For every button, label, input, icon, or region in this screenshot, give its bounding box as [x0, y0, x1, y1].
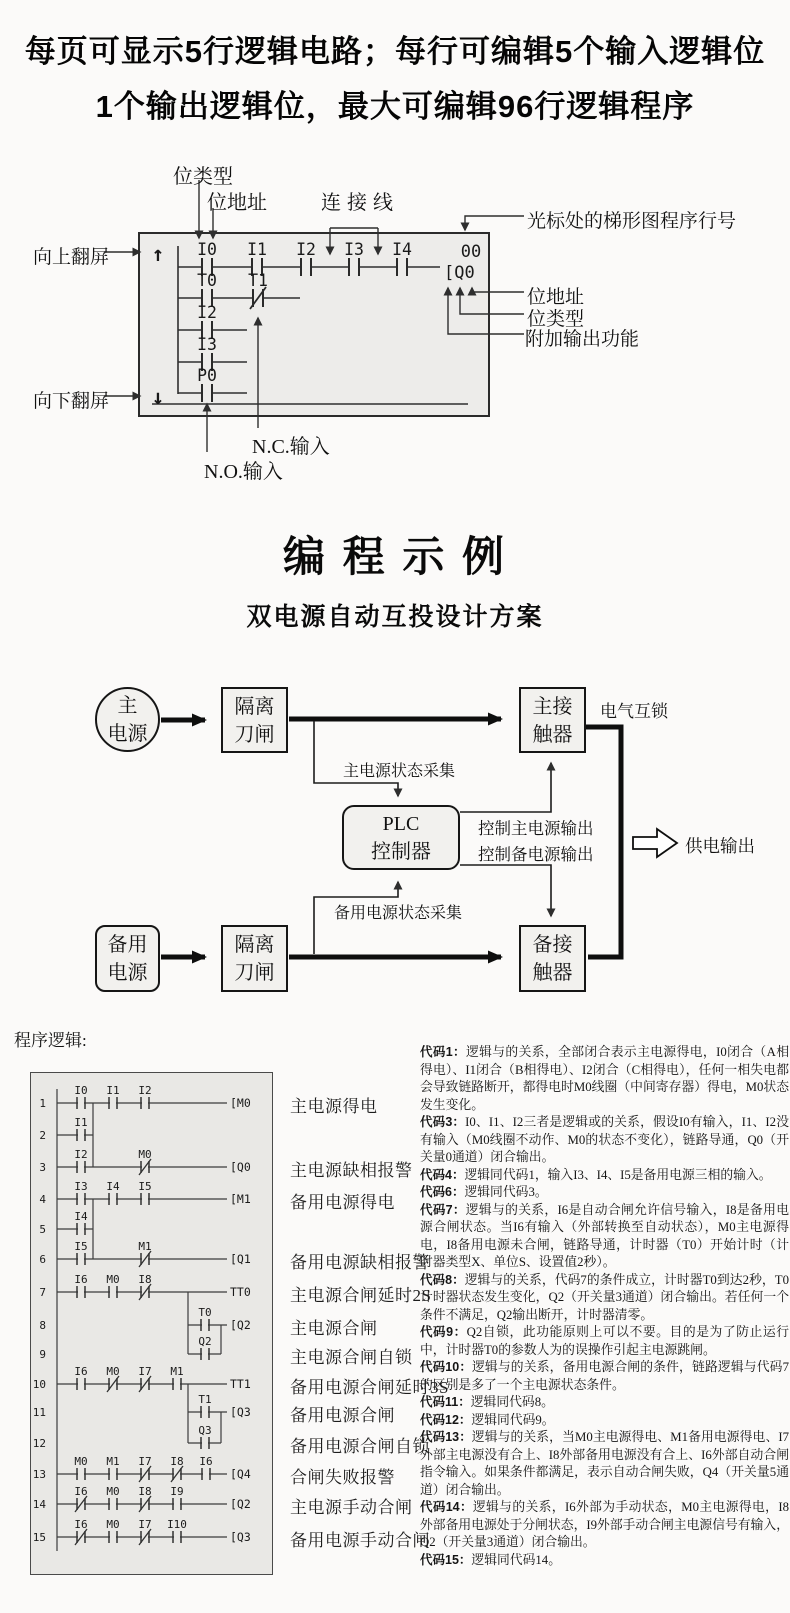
ladder-contact-label: I1 [74, 1116, 88, 1129]
code-note [420, 1324, 789, 1359]
ladder-contact-label: T1 [198, 1393, 212, 1406]
label-ctrl-main: 控制主电源输出 [478, 819, 594, 838]
fig1-contact-label: T0 [197, 271, 217, 290]
code-note-label: 代码7： [420, 1202, 466, 1217]
code-note-label: 代码9： [420, 1325, 467, 1339]
page-down-icon: ↓ [151, 385, 165, 409]
ladder-contact-label: I4 [106, 1180, 120, 1193]
code-note-text: 逻辑同代码3。 [464, 1185, 548, 1199]
code-note-text: 逻辑同代码8。 [470, 1395, 554, 1409]
label-connect-line: 连接线 [321, 192, 399, 214]
flow-isolator-bottom: 隔离 刀闸 [221, 925, 288, 992]
ladder-coil-label: [M1 [230, 1192, 251, 1206]
fig1-contact-label: I2 [197, 303, 217, 322]
ladder-contact-label: M0 [106, 1518, 120, 1531]
page-title-line2: 1个输出逻辑位，最大可编辑96行逻辑程序 [95, 89, 695, 124]
ladder-row-description: 备用电源手动合闸 [290, 1531, 430, 1550]
ladder-contact-label: I7 [138, 1365, 152, 1378]
ladder-row-number: 10 [32, 1378, 46, 1391]
fig1-contact-label: I1 [247, 240, 267, 259]
ladder-contact-label: M0 [106, 1365, 120, 1378]
label-collect-main: 主电源状态采集 [343, 763, 456, 780]
code-note-text: 逻辑同代码9。 [471, 1412, 555, 1427]
ladder-coil-label: TT0 [230, 1285, 251, 1299]
page-up-icon: ↑ [151, 242, 165, 266]
ladder-contact-label: M0 [106, 1273, 120, 1286]
power-output-arrow-icon [633, 829, 677, 857]
fig1-contact-label: I0 [197, 240, 217, 259]
ladder-contact-label: I9 [170, 1485, 184, 1498]
ladder-coil-label: TT1 [230, 1377, 251, 1391]
fig1-contact-label: I2 [296, 240, 316, 259]
ladder-row-number: 1 [39, 1097, 46, 1110]
ladder-contact-label: I6 [74, 1273, 88, 1286]
code-note-label: 代码10： [420, 1360, 472, 1374]
ladder-contact-label: Q3 [198, 1424, 212, 1437]
ladder-coil-label: [Q4 [230, 1467, 251, 1481]
ladder-coil-label: [Q3 [230, 1405, 251, 1419]
ladder-contact-label: I1 [106, 1084, 120, 1097]
code-note-label: 代码8： [420, 1272, 465, 1287]
ladder-row-number: 9 [39, 1348, 46, 1361]
code-note-label: 代码14： [420, 1500, 473, 1514]
ladder-coil-label: [Q0 [230, 1160, 251, 1174]
code-note-label: 代码15： [420, 1552, 472, 1567]
ladder-contact-label: I10 [167, 1518, 187, 1531]
code-note [420, 1167, 789, 1185]
ladder-contact-label: I2 [74, 1148, 88, 1161]
code-note-text: 逻辑同代码1，输入I3、I4、I5是备用电源三相的输入。 [464, 1167, 772, 1182]
code-note-text: 逻辑同代码14。 [471, 1552, 561, 1567]
ladder-row-number: 6 [39, 1253, 46, 1266]
code-note-label: 代码6： [420, 1185, 465, 1199]
ladder-contact-label: M1 [170, 1365, 184, 1378]
label-bit-addr-right: 位地址 [527, 287, 585, 308]
ladder-coil-label: [Q2 [230, 1318, 251, 1332]
ladder-contact-label: I2 [138, 1084, 152, 1097]
ladder-row-description: 主电源合闸延时2S [290, 1286, 432, 1305]
fig1-output-coil: [Q0 [444, 263, 475, 283]
code-note [420, 1044, 789, 1114]
ladder-contact-label: I3 [74, 1180, 88, 1193]
label-nc-input: N.C.输入 [252, 436, 330, 458]
ladder-contact-label: I6 [199, 1455, 213, 1468]
code-note-text: 逻辑与的关系，当M0主电源得电、M1备用电源得电、I7外部主电源没有合上、I8外部备用电源没有合上、I6外部自动合闸指令输入。如果条件都满足，表示自动合闸失败，Q4（开关量5通道）闭合输出。 [420, 1430, 789, 1497]
ladder-row-description: 主电源缺相报警 [290, 1161, 413, 1180]
ladder-row-description: 主电源合闸 [290, 1319, 378, 1338]
fig1-callouts [104, 180, 524, 452]
ladder-row-description: 备用电源合闸延时3S [290, 1378, 449, 1397]
ladder-contact-label: I6 [74, 1485, 88, 1498]
ladder-row-description: 主电源得电 [290, 1097, 378, 1116]
ladder-row-number: 14 [32, 1498, 46, 1511]
label-interlock: 电气互锁 [600, 702, 668, 721]
ladder-contact-label: I5 [138, 1180, 152, 1193]
code-note-text: I0、I1、I2三者是逻辑或的关系，假设I0有输入，I1、I2没有输入（M0线圈不动作、M0的状态不变化），链路导通，Q0（开关量0通道）闭合输出。 [420, 1115, 789, 1164]
code-note [420, 1394, 789, 1412]
ladder-row-description: 备用电源缺相报警 [290, 1253, 430, 1272]
page-title-line1: 每页可显示5行逻辑电路；每行可编辑5个输入逻辑位 [24, 34, 766, 69]
ladder-row-number: 7 [39, 1286, 46, 1299]
code-notes [420, 1044, 789, 1569]
ladder-contact-label: M1 [138, 1240, 152, 1253]
ladder-contact-label: I8 [138, 1273, 152, 1286]
ladder-row-number: 13 [32, 1468, 46, 1481]
flow-plc-controller: PLC 控制器 [342, 805, 460, 870]
code-note-label: 代码4： [420, 1167, 465, 1182]
ladder-row-number: 12 [32, 1437, 46, 1450]
ladder-contact-label: I5 [74, 1240, 88, 1253]
ladder-contact-label: I6 [74, 1518, 88, 1531]
code-note [420, 1202, 789, 1272]
ladder-coil-label: [Q1 [230, 1252, 251, 1266]
ladder-row-number: 4 [39, 1193, 46, 1206]
ladder-row-description: 合闸失败报警 [290, 1468, 395, 1487]
code-note-text: 逻辑与的关系，I6是自动合闸允许信号输入，I8是备用电源合闸状态。当I6有输入（外部转换至自动状态），M0主电源得电，I8备用电源未合闸，链路导通，计时器（T0）开始计时（计时器类型X、单位S、设置值2秒）。 [420, 1202, 790, 1269]
ladder-contact-label: M1 [106, 1455, 120, 1468]
ladder-contact-label: M0 [138, 1148, 152, 1161]
ladder-contact-label: Q2 [198, 1335, 212, 1348]
ladder-coil-label: [Q2 [230, 1497, 251, 1511]
flow-main-contactor: 主接 触器 [519, 687, 586, 753]
code-note [420, 1114, 789, 1167]
ladder-row-number: 2 [39, 1129, 46, 1142]
fig1-line-number: 00 [460, 242, 482, 262]
ladder-row-description: 备用电源合闸 [290, 1406, 395, 1425]
ladder-contact-label: I4 [74, 1210, 88, 1223]
code-note-label: 代码3： [420, 1115, 466, 1129]
code-note-text: 逻辑与的关系，代码7的条件成立，计时器T0到达2秒，T0计时器状态发生变化，Q2（开关量3通道）闭合输出。若任何一个条件不满足，Q2输出断开，计时器清零。 [420, 1272, 789, 1322]
label-page-up: 向上翻屏 [33, 247, 110, 268]
label-page-down: 向下翻屏 [33, 391, 110, 412]
code-note-label: 代码13： [420, 1430, 472, 1444]
ladder-row-number: 11 [32, 1406, 46, 1419]
ladder-contact-label: M0 [74, 1455, 88, 1468]
label-bit-type-top: 位类型 [173, 166, 233, 188]
ladder-row-number: 5 [39, 1223, 46, 1236]
code-note-label: 代码12： [420, 1412, 472, 1427]
ladder-row-number: 3 [39, 1161, 46, 1174]
ladder-row-description: 备用电源得电 [290, 1193, 395, 1212]
ladder-contact-label: I0 [74, 1084, 88, 1097]
ladder-row-description: 备用电源合闸自锁 [290, 1437, 430, 1456]
ladder-contact-label: I6 [74, 1365, 88, 1378]
fig1-contact-label: I3 [344, 240, 364, 259]
fig1-contact-label: I3 [197, 335, 217, 354]
code-note [420, 1184, 789, 1202]
ladder-row-description: 主电源合闸自锁 [290, 1348, 413, 1367]
code-note-text: 逻辑与的关系，I6外部为手动状态，M0主电源得电，I8外部备用电源处于分闸状态，I9外部手动合闸主电源信号有输入，Q2（开关量3通道）闭合输出。 [420, 1500, 789, 1549]
ladder-row-description: 主电源手动合闸 [290, 1498, 413, 1517]
code-note-text: 逻辑与的关系，备用电源合闸的条件，链路逻辑与代码7的区别是多了一个主电源状态条件。 [420, 1360, 789, 1392]
ladder-contact-label: I8 [170, 1455, 184, 1468]
ladder-row-number: 15 [32, 1531, 46, 1544]
flow-main-source: 主 电源 [95, 687, 160, 752]
code-note-text: 逻辑与的关系，全部闭合表示主电源得电，I0闭合（A相得电）、I1闭合（B相得电）、I2闭合（C相得电），任何一相失电都会导致链路断开，都得电时M0线圈（中间寄存器）得电，M0状态发生变化。 [420, 1045, 790, 1112]
code-note [420, 1412, 789, 1430]
fig1-contact-label: P0 [197, 366, 217, 385]
code-note [420, 1552, 789, 1570]
fig1-contact-label: T1 [248, 271, 268, 290]
ladder-contact-label: T0 [198, 1306, 212, 1319]
label-extra-output: 附加输出功能 [525, 329, 640, 350]
code-note-label: 代码1： [420, 1045, 466, 1059]
ladder-contact-label: M0 [106, 1485, 120, 1498]
ladder-rows [33, 1084, 251, 1545]
label-collect-backup: 备用电源状态采集 [334, 905, 463, 922]
code-note [420, 1499, 789, 1552]
flow-backup-source: 备用 电源 [95, 925, 160, 992]
label-no-input: N.O.输入 [204, 461, 283, 483]
label-ctrl-backup: 控制备电源输出 [478, 845, 594, 864]
ladder-coil-label: [M0 [230, 1096, 251, 1110]
fig1-contact-label: I4 [392, 240, 412, 259]
ladder-row-number: 8 [39, 1319, 46, 1332]
label-bit-type-right: 位类型 [527, 309, 585, 330]
code-note-label: 代码11： [420, 1395, 471, 1409]
fig1-contacts [197, 240, 412, 402]
ladder-coil-label: [Q3 [230, 1530, 251, 1544]
flow-isolator-top: 隔离 刀闸 [221, 687, 288, 753]
label-bit-addr-top: 位地址 [207, 192, 267, 214]
label-cursor-line-no: 光标处的梯形图程序行号 [527, 211, 737, 232]
code-note [420, 1272, 789, 1325]
code-note [420, 1359, 789, 1394]
label-power-output: 供电输出 [685, 836, 755, 856]
ladder-contact-label: I7 [138, 1518, 152, 1531]
code-note [420, 1429, 789, 1499]
flow-backup-contactor: 备接 触器 [519, 925, 586, 992]
example-subtitle: 双电源自动互投设计方案 [246, 603, 544, 631]
ladder-contact-label: I7 [138, 1455, 152, 1468]
label-program-logic: 程序逻辑: [14, 1031, 87, 1050]
example-title: 编 程 示 例 [282, 533, 507, 580]
ladder-contact-label: I8 [138, 1485, 152, 1498]
code-note-text: Q2自锁，此功能原则上可以不要。目的是为了防止运行中，计时器T0的参数人为的误操作引起主电源跳闸。 [420, 1325, 790, 1357]
